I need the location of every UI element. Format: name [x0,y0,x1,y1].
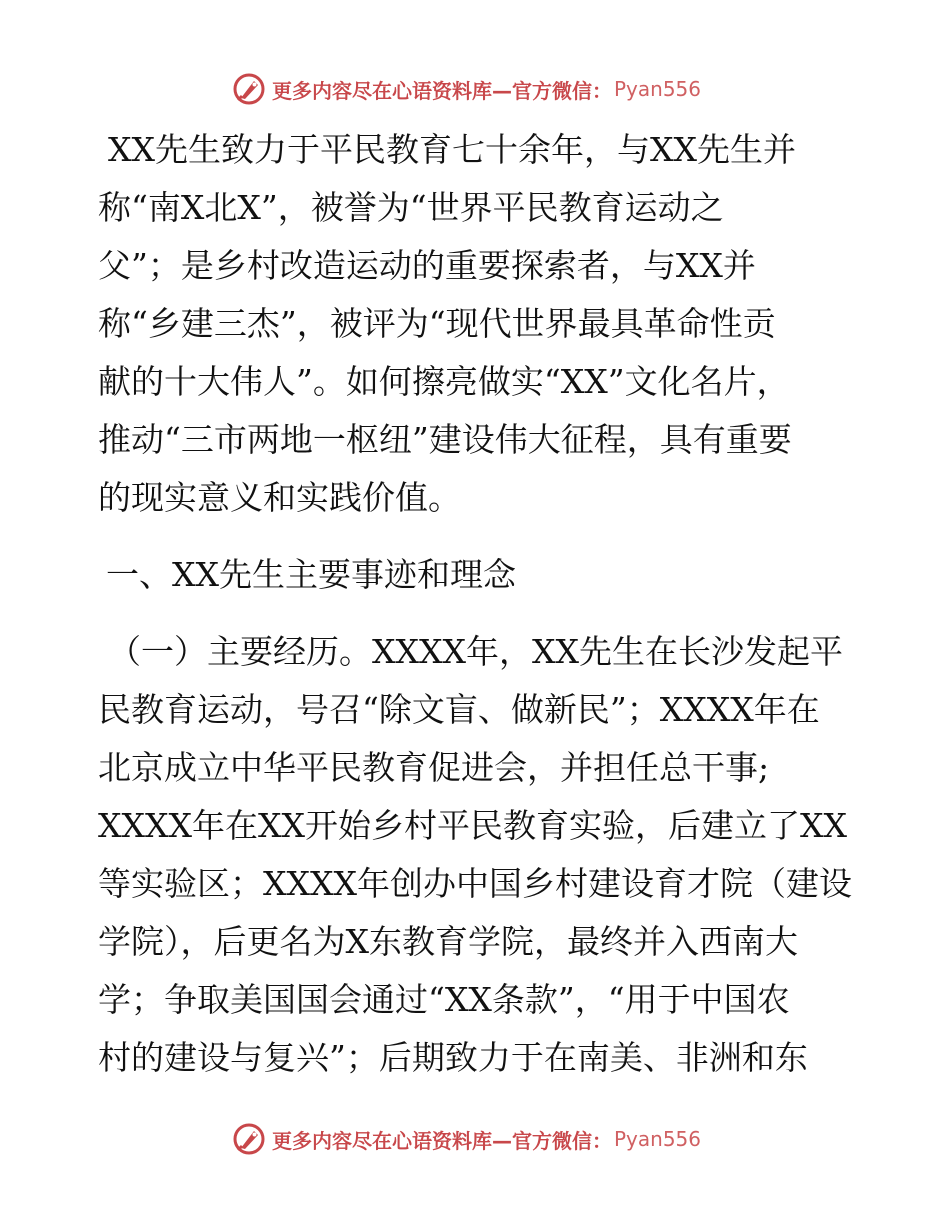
paragraph-1-line-3: 父”；是乡村改造运动的重要探索者，与XX并 [98,246,756,285]
paragraph-1-line-1: XX先生致力于平民教育七十余年，与XX先生并 [108,130,796,169]
paragraph-2-line-4: XXXX年在XX开始乡村平民教育实验，后建立了XX [98,806,847,845]
paragraph-2-line-6: 学院），后更名为X东教育学院，最终并入西南大 [98,922,798,961]
paragraph-2-line-5: 等实验区；XXXX年创办中国乡村建设育才院（建设 [98,864,852,903]
paragraph-2-line-7: 学；争取美国国会通过“XX条款”，“用于中国农 [98,980,790,1019]
fountain-pen-logo-icon [232,1122,266,1156]
fountain-pen-logo-icon [232,72,266,106]
watermark-wechat-id: Pyan556 [614,1127,702,1151]
paragraph-1-line-2: 称“南X北X”，被誉为“世界平民教育运动之 [98,188,724,227]
watermark-footer [232,1122,701,1156]
paragraph-2-line-8: 村的建设与复兴”；后期致力于在南美、非洲和东 [98,1038,808,1077]
watermark-text: 更多内容尽在心语资料库—官方微信： [272,78,612,103]
paragraph-1-line-5: 献的十大伟人”。如何擦亮做实“XX”文化名片， [98,362,790,401]
watermark-text: 更多内容尽在心语资料库—官方微信： [272,1128,612,1153]
watermark-wechat-id: Pyan556 [614,77,702,101]
paragraph-1-line-7: 的现实意义和实践价值。 [98,478,461,517]
section-heading: 一、XX先生主要事迹和理念 [106,555,516,594]
paragraph-2-line-3: 北京成立中华平民教育促进会，并担任总干事; [98,748,770,787]
paragraph-1-line-6: 推动“三市两地一枢纽”建设伟大征程，具有重要 [98,420,792,459]
watermark-header [232,72,701,106]
paragraph-2-line-1: （一）主要经历。XXXX年，XX先生在长沙发起平 [108,632,843,671]
paragraph-1-line-4: 称“乡建三杰”，被评为“现代世界最具革命性贡 [98,304,776,343]
paragraph-2-line-2: 民教育运动，号召“除文盲、做新民”；XXXX年在 [98,690,820,729]
